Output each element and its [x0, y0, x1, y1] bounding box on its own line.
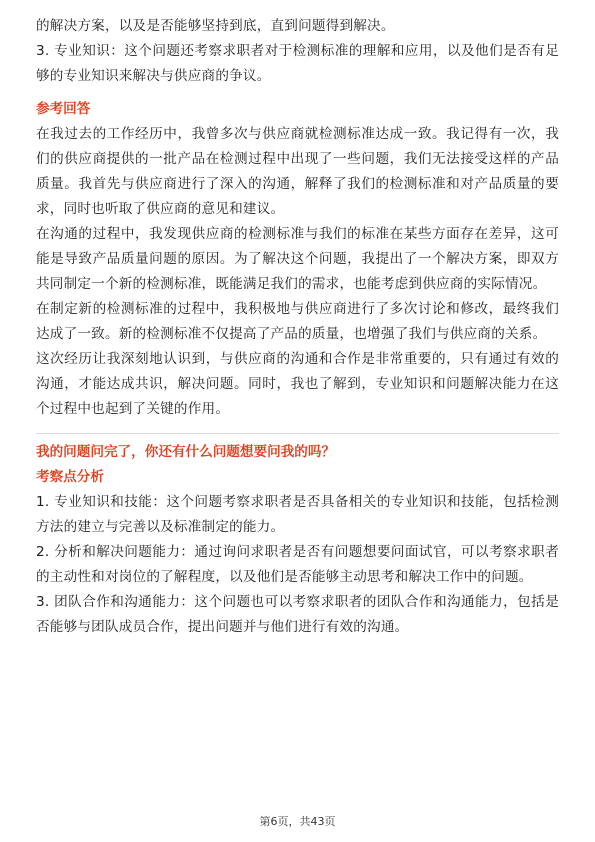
page-number: 第6页，共43页 [259, 815, 336, 828]
analysis-heading: 考察点分析 [36, 469, 104, 485]
point-professional-knowledge: 3. 专业知识：这个问题还考察求职者对于检测标准的理解和应用，以及他们是否有足够的专业知识来解决与供应商的争议。 [36, 43, 559, 84]
document-page [36, 14, 559, 640]
question-heading: 我的问题问完了，你还有什么问题想要问我的吗？ [36, 444, 336, 460]
section-divider [36, 433, 559, 434]
answer-paragraph-4: 这次经历让我深刻地认识到，与供应商的沟通和合作是非常重要的，只有通过有效的沟通，才能达成共识，解决问题。同时，我也了解到，专业知识和问题解决能力在这个过程中也起到了关键的作用。 [36, 351, 559, 417]
analysis-point-1: 1. 专业知识和技能：这个问题考察求职者是否具备相关的专业知识和技能，包括检测方法的建立与完善以及标准制定的能力。 [36, 494, 559, 535]
answer-paragraph-2: 在沟通的过程中，我发现供应商的检测标准与我们的标准在某些方面存在差异，这可能是导致产品质量问题的原因。为了解决这个问题，我提出了一个解决方案，即双方共同制定一个新的检测标准，既能满足我们的需求，也能考虑到供应商的实际情况。 [36, 226, 559, 292]
answer-paragraph-3: 在制定新的检测标准的过程中，我积极地与供应商进行了多次讨论和修改，最终我们达成了一致。新的检测标准不仅提高了产品的质量，也增强了我们与供应商的关系。 [36, 301, 559, 342]
answer-paragraph-1: 在我过去的工作经历中，我曾多次与供应商就检测标准达成一致。我记得有一次，我们的供应商提供的一批产品在检测过程中出现了一些问题，我们无法接受这样的产品质量。我首先与供应商进行了深入的沟通，解释了我们的检测标准和对产品质量的要求，同时也听取了供应商的意见和建议。 [36, 126, 559, 217]
analysis-point-2: 2. 分析和解决问题能力：通过询问求职者是否有问题想要问面试官，可以考察求职者的主动性和对岗位的了解程度，以及他们是否能够主动思考和解决工作中的问题。 [36, 544, 559, 585]
analysis-point-3: 3. 团队合作和沟通能力：这个问题也可以考察求职者的团队合作和沟通能力，包括是否能够与团队成员合作，提出问题并与他们进行有效的沟通。 [36, 594, 559, 635]
reference-answer-heading: 参考回答 [36, 101, 91, 117]
paragraph-continuation: 的解决方案，以及是否能够坚持到底，直到问题得到解决。 [36, 18, 395, 34]
